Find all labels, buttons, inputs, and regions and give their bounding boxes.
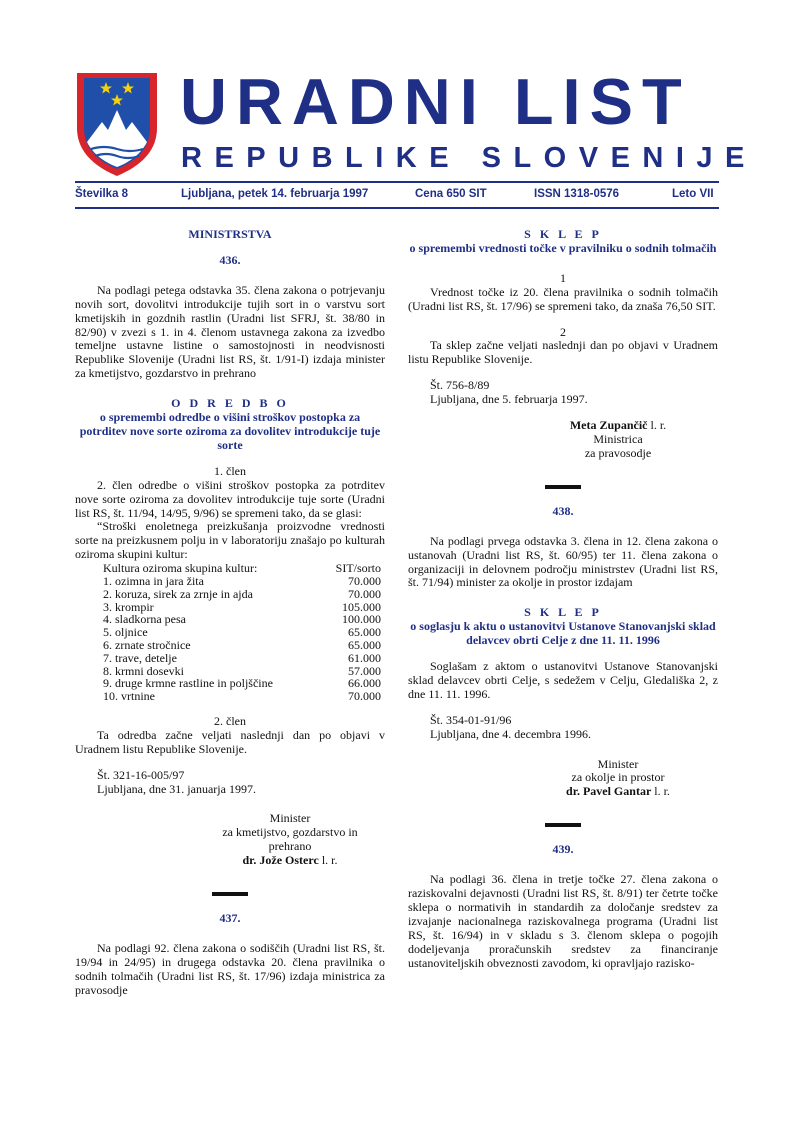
decision-title: o spremembi vrednosti točke v pravilniku o sodnih tolmačih: [409, 240, 717, 255]
table-cell-price: 70.000: [348, 689, 381, 704]
table-cell-price: 70.000: [348, 573, 381, 588]
article-1-text: 2. člen odredbe o višini stroškov postopka za potrditev nove sorte oziroma za dovolitev introdukcije tuje sorte (Uradni list RS, št. 11/94, 14/95, 9/96) se spremeni tako, da se glasi:: [75, 477, 385, 520]
signatory-name: dr. Jože Osterc: [242, 853, 319, 868]
table-header-crop: Kultura oziroma skupina kultur:: [103, 561, 258, 576]
signature-block: [518, 419, 718, 461]
preamble-438: Na podlagi prvega odstavka 3. člena in 12. člena zakona o ustanovah (Uradni list RS, št. 60/95) ter 11. člena zakona o organizaciji in delovnem področju ministrstev (Uradni list RS, št. 71/94) minister za okolje in prostor izdajam: [408, 533, 718, 590]
issn: ISSN 1318-0576: [534, 188, 620, 200]
issue-date: Ljubljana, dne 4. decembra 1996.: [430, 726, 591, 741]
signature-role: Minister: [269, 811, 311, 826]
regulation-number-439: 439.: [552, 842, 574, 857]
reference-number: Št. 321-16-005/97: [97, 767, 185, 782]
article-2-heading: 2: [560, 324, 566, 339]
table-cell-price: 57.000: [348, 663, 381, 678]
signature-lr: l. r.: [321, 853, 338, 868]
signature-lr: l. r.: [650, 418, 667, 433]
slovenian-coat-of-arms-icon: [74, 70, 160, 178]
preamble-437: Na podlagi 92. člena zakona o sodiščih (Uradni list RS, št. 19/94 in 24/95) in drugega odstavka 20. člena pravilnika o sodnih tolmačih (Uradni list RS, št. 17/96) izdaja ministrica za pravosodje: [75, 940, 385, 997]
regulation-number-437: 437.: [219, 911, 241, 926]
table-cell-crop: 1. ozimna in jara žita: [103, 573, 204, 588]
issue-date: Ljubljana, dne 5. februarja 1997.: [430, 392, 588, 407]
article-1-heading: 1. člen: [214, 463, 246, 478]
table-cell-price: 66.000: [348, 676, 381, 691]
article-1-quote: “Stroški enoletnega preizkušanja proizvodne vrednosti sorte na preizkusnem polju in v laboratoriju znašajo po kulturah oziroma skupini kultur:: [75, 519, 385, 562]
table-header-price: SIT/sorto: [335, 561, 381, 576]
table-cell-crop: 3. krompir: [103, 599, 154, 614]
place-date: Ljubljana, petek 14. februarja 1997: [181, 188, 369, 200]
table-row: [103, 588, 381, 601]
signature-role-line2: za pravosodje: [584, 445, 652, 460]
article-2-text: Ta sklep začne veljati naslednji dan po objavi v Uradnem listu Republike Slovenije.: [408, 338, 718, 367]
document-type: O D R E D B O: [171, 396, 289, 411]
issue-number: Številka 8: [75, 188, 129, 200]
section-heading: MINISTRSTVA: [188, 227, 272, 241]
signatory-name: Meta Zupančič: [569, 418, 648, 433]
table-row: [103, 639, 381, 652]
signature-block: [518, 758, 718, 800]
article-2-text: Ta odredba začne veljati naslednji dan po objavi v Uradnem listu Republike Slovenije.: [75, 727, 385, 756]
table-cell-price: 65.000: [348, 625, 381, 640]
regulation-number-438: 438.: [552, 503, 574, 518]
table-cell-crop: 2. koruza, sirek za zrnje in ajda: [103, 586, 253, 601]
article-2-heading: 2. člen: [214, 713, 246, 728]
decision-text: Soglašam z aktom o ustanovitvi Ustanove Stanovanjski sklad delavcev obrti Celje, s sedežem v Celju, Gledališka 2, z dne 11. 11. 1996.: [408, 659, 718, 701]
table-cell-crop: 5. oljnice: [103, 625, 148, 640]
table-cell-price: 70.000: [348, 586, 381, 601]
table-cell-price: 105.000: [342, 599, 381, 614]
table-cell-price: 65.000: [348, 637, 381, 652]
table-cell-crop: 8. krmni dosevki: [103, 663, 184, 678]
signature-role-line2: za kmetijstvo, gozdarstvo in: [222, 825, 358, 840]
table-cell-crop: 6. zrnate stročnice: [103, 637, 191, 652]
price: Cena 650 SIT: [415, 188, 487, 200]
masthead-rule-top: [75, 181, 719, 183]
article-1-heading: 1: [560, 270, 566, 285]
signature-lr: l. r.: [654, 784, 670, 799]
decision-type: S K L E P: [524, 605, 602, 620]
signature-role: Minister: [597, 756, 639, 771]
signatory-name: dr. Pavel Gantar: [566, 784, 652, 799]
crop-cost-table: [103, 562, 381, 703]
article-1-text: Vrednost točke iz 20. člena pravilnika o sodnih tolmačih (Uradni list RS, št. 17/96) se spremeni tako, da znaša 76,50 SIT.: [408, 284, 718, 313]
table-cell-price: 100.000: [342, 612, 381, 627]
table-cell-crop: 10. vrtnine: [103, 689, 155, 704]
decision-type: S K L E P: [524, 227, 602, 241]
document-title: o spremembi odredbe o višini stroškov postopka za potrditev nove sorte oziroma za dovolitev introdukcije tuje sorte: [79, 410, 381, 452]
issue-date: Ljubljana, dne 31. januarja 1997.: [97, 781, 256, 796]
table-cell-price: 61.000: [348, 650, 381, 665]
reference-number: Št. 354-01-91/96: [430, 712, 512, 727]
year-volume: Leto VII: [672, 188, 714, 200]
table-row: [103, 652, 381, 665]
newspaper-subtitle: REPUBLIKE SLOVENIJE: [181, 142, 757, 174]
table-header: [103, 562, 381, 575]
decision-title: o soglasju k aktu o ustanovitvi Ustanove Stanovanjski sklad delavcev obrti Celje z dne 11. 11. 1996: [410, 619, 716, 648]
signature-role: Ministrica: [593, 431, 643, 446]
table-cell-crop: 4. sladkorna pesa: [103, 612, 186, 627]
table-row: [103, 575, 381, 588]
newspaper-title: URADNI LIST: [180, 65, 691, 138]
preamble-439: Na podlagi 36. člena in tretje točke 27. člena zakona o raziskovalni dejavnosti (Uradni list RS, št. 8/91) ter četrte točke sklepa o normativih in standardih za določanje sredstev za izvajanje nacionalnega raziskovalnega programa (Uradni list RS, št. 16/94) in v skladu s 3. členom sklepa o pogojih dodeljevanja proračunskih sredstev za financiranje ustanoviteljskih obveznosti zavodom, ki opravljajo razisko-: [408, 872, 718, 970]
regulation-number-436: 436.: [219, 252, 241, 267]
table-cell-crop: 7. trave, detelje: [103, 650, 177, 665]
table-row: [103, 690, 381, 703]
signature-role-line2: za okolje in prostor: [571, 770, 665, 785]
signature-block: [195, 812, 385, 868]
reference-number: Št. 756-8/89: [430, 378, 490, 393]
preamble-436: Na podlagi petega odstavka 35. člena zakona o potrjevanju novih sort, dovolitvi introdukcije tujih sort in o varstvu sort kmetijskih in gozdnih rastlin (Uradni list SFRJ, št. 38/80 in 82/90) v zvezi s 1. in 4. členom ustavnega zakona za izvedbo temeljne ustavne listine o samostojnosti in neodvisnosti Republike Slovenije (Uradni list RS, št. 1/91-I) izdaja minister za kmetijstvo, gozdarstvo in prehrano: [75, 282, 385, 381]
masthead-rule-bottom: [75, 207, 719, 209]
table-cell-crop: 9. druge krmne rastline in poljščine: [103, 676, 273, 691]
right-column: [408, 228, 718, 971]
signature-role-line3: prehrano: [268, 839, 312, 854]
left-column: [75, 228, 385, 998]
table-row: [103, 626, 381, 639]
